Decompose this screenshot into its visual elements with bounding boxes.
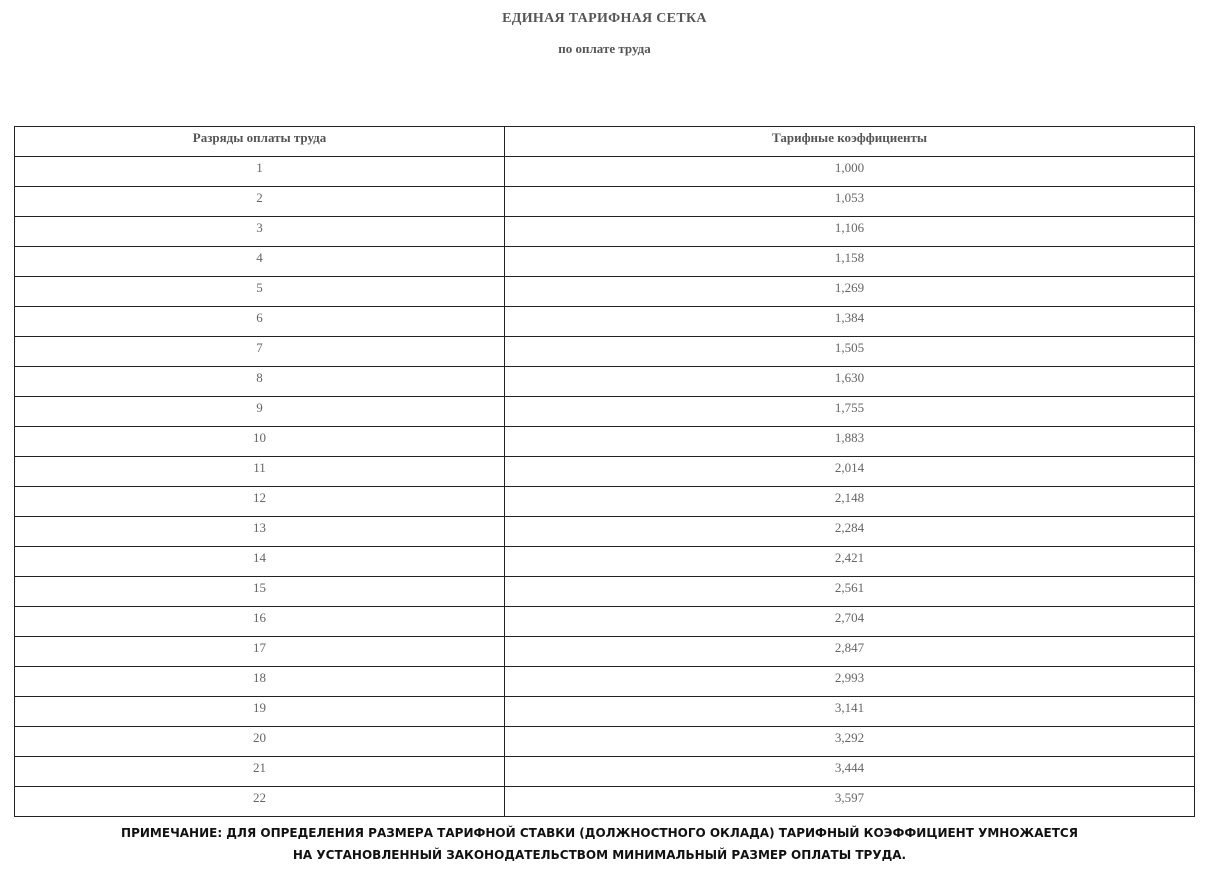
table-row [15, 337, 1195, 367]
grade-cell: 11 [15, 457, 505, 487]
grade-cell: 5 [15, 277, 505, 307]
table-row [15, 217, 1195, 247]
tariff-table [14, 126, 1195, 817]
grade-cell: 18 [15, 667, 505, 697]
coefficient-cell: 1,883 [505, 427, 1195, 457]
grade-cell: 13 [15, 517, 505, 547]
coefficient-cell: 2,148 [505, 487, 1195, 517]
table-row [15, 157, 1195, 187]
grade-cell: 6 [15, 307, 505, 337]
grade-cell: 1 [15, 157, 505, 187]
grade-cell: 12 [15, 487, 505, 517]
grade-cell: 17 [15, 637, 505, 667]
table-row [15, 307, 1195, 337]
page-subtitle: по оплате труда [558, 41, 651, 56]
footnote-line-1: ПРИМЕЧАНИЕ: ДЛЯ ОПРЕДЕЛЕНИЯ РАЗМЕРА ТАРИФНОЙ СТАВКИ (ДОЛЖНОСТНОГО ОКЛАДА) ТАРИФНЫЙ КОЭФФИЦИЕНТ УМНОЖАЕТСЯ [121, 826, 1078, 840]
grade-cell: 15 [15, 577, 505, 607]
table-row [15, 757, 1195, 787]
table-row [15, 637, 1195, 667]
table-row [15, 727, 1195, 757]
coefficient-cell: 1,106 [505, 217, 1195, 247]
table-row [15, 517, 1195, 547]
table-row [15, 247, 1195, 277]
grade-cell: 14 [15, 547, 505, 577]
header-grade: Разряды оплаты труда [15, 127, 505, 157]
table-row [15, 457, 1195, 487]
grade-cell: 21 [15, 757, 505, 787]
coefficient-cell: 1,755 [505, 397, 1195, 427]
grade-cell: 3 [15, 217, 505, 247]
grade-cell: 10 [15, 427, 505, 457]
table-row [15, 397, 1195, 427]
coefficient-cell: 3,444 [505, 757, 1195, 787]
coefficient-cell: 2,993 [505, 667, 1195, 697]
coefficient-cell: 2,421 [505, 547, 1195, 577]
grade-cell: 22 [15, 787, 505, 817]
table-body [15, 157, 1195, 817]
table-row [15, 367, 1195, 397]
coefficient-cell: 1,630 [505, 367, 1195, 397]
coefficient-cell: 1,053 [505, 187, 1195, 217]
table-header-row [15, 127, 1195, 157]
grade-cell: 16 [15, 607, 505, 637]
grade-cell: 8 [15, 367, 505, 397]
coefficient-cell: 2,284 [505, 517, 1195, 547]
table-row [15, 607, 1195, 637]
grade-cell: 9 [15, 397, 505, 427]
coefficient-cell: 1,158 [505, 247, 1195, 277]
table-row [15, 427, 1195, 457]
grade-cell: 4 [15, 247, 505, 277]
coefficient-cell: 3,292 [505, 727, 1195, 757]
footnote-line-2: НА УСТАНОВЛЕННЫЙ ЗАКОНОДАТЕЛЬСТВОМ МИНИМАЛЬНЫЙ РАЗМЕР ОПЛАТЫ ТРУДА. [292, 848, 907, 862]
grade-cell: 20 [15, 727, 505, 757]
coefficient-cell: 2,847 [505, 637, 1195, 667]
coefficient-cell: 1,269 [505, 277, 1195, 307]
table-row [15, 487, 1195, 517]
coefficient-cell: 1,384 [505, 307, 1195, 337]
grade-cell: 19 [15, 697, 505, 727]
footnote [0, 822, 1209, 866]
coefficient-cell: 3,141 [505, 697, 1195, 727]
coefficient-cell: 2,704 [505, 607, 1195, 637]
header-coefficient: Тарифные коэффициенты [505, 127, 1195, 157]
table-row [15, 277, 1195, 307]
coefficient-cell: 2,561 [505, 577, 1195, 607]
coefficient-cell: 1,505 [505, 337, 1195, 367]
table-row [15, 577, 1195, 607]
table-row [15, 787, 1195, 817]
grade-cell: 7 [15, 337, 505, 367]
table-row [15, 697, 1195, 727]
coefficient-cell: 3,597 [505, 787, 1195, 817]
table-row [15, 667, 1195, 697]
grade-cell: 2 [15, 187, 505, 217]
table-row [15, 547, 1195, 577]
coefficient-cell: 1,000 [505, 157, 1195, 187]
page-title: ЕДИНАЯ ТАРИФНАЯ СЕТКА [502, 11, 707, 26]
coefficient-cell: 2,014 [505, 457, 1195, 487]
table-row [15, 187, 1195, 217]
